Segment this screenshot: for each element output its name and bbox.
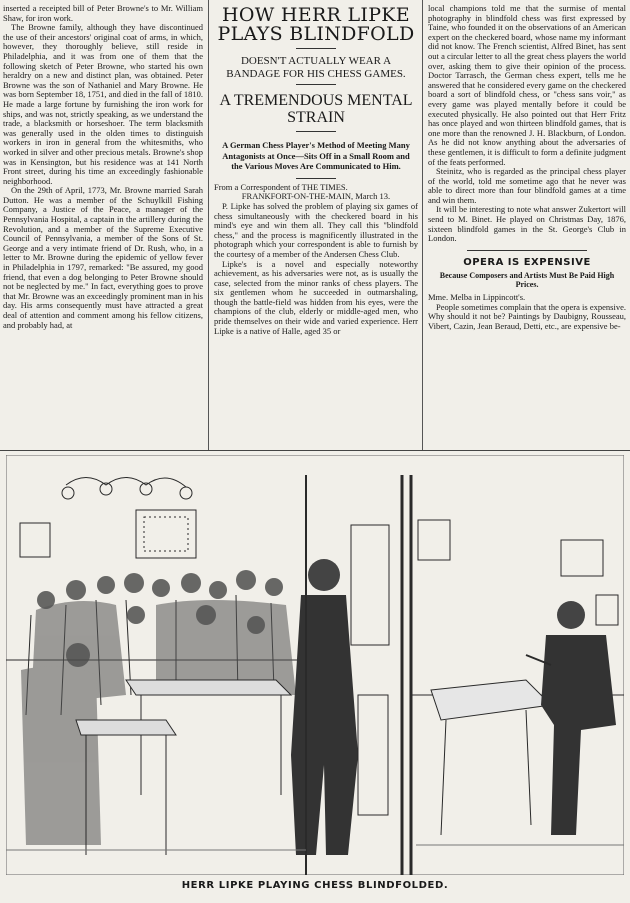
- col3-paragraph-1: local champions told me that the surmise of mental photography in blindfold chess was first expressed by Taine, who founded it on the observations of an American expert on the checkered board, whose name my informant did not know. The French scientist, Alfred Binet, has sent out a circular letter to all the great chess players the world over, asking them to give their opinion of the process. Doctor Tarrasch, the German chess expert, tells me he answered that he considered every game on the checkered board a sort of blindfold chess, or "chess sans voir," as every game was played mentally before it could be executed physically. He also pointed out that Herr Fritz has once played and won thirteen blindfold games, that is one more than the renowned J. H. Blackburn, of London. As he did not know anything about the adversaries of these gentlemen, it is difficult to form a definite judgment of the feats performed.: [428, 4, 626, 167]
- chess-illustration: [6, 455, 624, 875]
- column-2-lipke-article: [214, 4, 418, 450]
- opera-headline: OPERA IS EXPENSIVE: [463, 256, 591, 268]
- subhead-rule: [296, 84, 336, 85]
- column-1-browne-article: [3, 4, 203, 450]
- subhead-2: A TREMENDOUS MENTAL STRAIN: [219, 92, 413, 127]
- col3-paragraph-2: Steinitz, who is regarded as the principal chess player of the world, told me sometime ago that he never was able to direct more than four blindfold games at a time and win them.: [428, 166, 626, 205]
- headline-rule: [296, 48, 336, 49]
- col1-paragraph-3: On the 29th of April, 1773, Mr. Browne married Sarah Dutton. He was a member of the Schuylkill Fishing Company, a Justice of the Peace, a manager of the Pennsylvania Hospital, a captain in the artillery during the Revolution, and a member of the Supreme Executive Council of Pennsylvania, a member of the Sons of St. George and a very intimate friend of Dr. Rush, who, in a letter to Mr. Browne during the epidemic of yellow fever in Philadelphia in 1797, remarked: "Be assured, my good friend, that even a dog belonging to Peter Browne should not be neglected by me." In fact, everything goes to prove that Mr. Browne was an exceedingly prominent man in his day. His arms consequently must have attracted a great deal of attention and comment among his fellow citizens, and probably had, at: [3, 185, 203, 330]
- dateline: FRANKFORT-ON-THE-MAIN, March 13.: [241, 191, 391, 202]
- headline: HOW HERR LIPKE PLAYS BLINDFOLD: [217, 4, 415, 45]
- opera-paragraph: People sometimes complain that the opera is expensive. Why should it not be? Paintings by Daubigny, Rousseau, Vibert, Cazin, Jean Beraud, Detti, etc., are expensive be-: [428, 301, 626, 331]
- opera-rule: [467, 250, 587, 251]
- column-rule-2: [422, 0, 423, 450]
- deck-rule: [296, 178, 336, 179]
- illustration-caption: HERR LIPKE PLAYING CHESS BLINDFOLDED.: [181, 880, 449, 891]
- opera-subhead: Because Composers and Artists Must Be Paid High Prices.: [439, 271, 615, 290]
- col1-paragraph-2: The Browne family, although they have discontinued the use of their ancestors' original coat of arms, in which, however, they thoroughly believe, still reside in Philadelphia, and it was from one of them that the following sketch of Peter Browne, who started his own heraldry on a new and distinct plan, was obtained. Peter Browne was the son of Nathaniel and Mary Browne. He was born September 18, 1751, and died in the fall of 1810. He made a large fortune by furnishing the iron work for ships, and was not, strictly speaking, as we understand the trade, a blacksmith or horseshoer. The term blacksmith was generally used in the olden times to distinguish workers in iron in general from the whitesmiths, who worked in silver and other precious metals. Browne's shop was in Kensington, but his residence was at 141 North Front street, during his time an exceedingly fashionable neighborhood.: [3, 22, 203, 186]
- column-3-continuation: [428, 4, 626, 450]
- column-rule-1: [208, 0, 209, 450]
- byline: From a Correspondent of THE TIMES.: [214, 181, 348, 192]
- opera-source: Mme. Melba in Lippincott's.: [428, 292, 526, 303]
- subhead: DOESN'T ACTUALLY WEAR A BANDAGE FOR HIS CHESS GAMES.: [226, 55, 406, 80]
- col1-paragraph-1: inserted a receipted bill of Peter Browne's to Mr. William Shaw, for iron work.: [3, 4, 203, 23]
- col3-paragraph-3: It will be interesting to note what answer Zukertort will send to M. Binet. He played on Christmas Day, 1876, sixteen blindfold games in the St. George's Club in London.: [428, 204, 626, 244]
- article-deck: A German Chess Player's Method of Meeting Many Antagonists at Once—Sits Off in a Small Room and the Various Moves Are Communicated to Him.: [222, 139, 410, 172]
- subhead-2-rule: [296, 131, 336, 132]
- col2-paragraph-1: P. Lipke has solved the problem of playing six games of chess simultaneously with the checkered board in his mind's eye and win them all. They call this "blindfold chess," and the process is magnificently illustrated in the photograph which your correspondent is able to furnish by the courtesy of a member of the Andersen Chess Club.: [214, 200, 418, 259]
- col2-paragraph-2: Lipke's is a novel and especially noteworthy achievement, as his adversaries were not, as is usually the case, selected from the minor ranks of chess players. The six gentlemen whom he succeeded in outmarshaling, though the battle-field was hidden from his eyes, were the champions of the club, elderly or middle-aged men, who pride themselves on their wide and varied experience. Herr Lipke is a native of Halle, aged 35 or: [214, 258, 418, 336]
- illustration-top-rule: [0, 450, 630, 451]
